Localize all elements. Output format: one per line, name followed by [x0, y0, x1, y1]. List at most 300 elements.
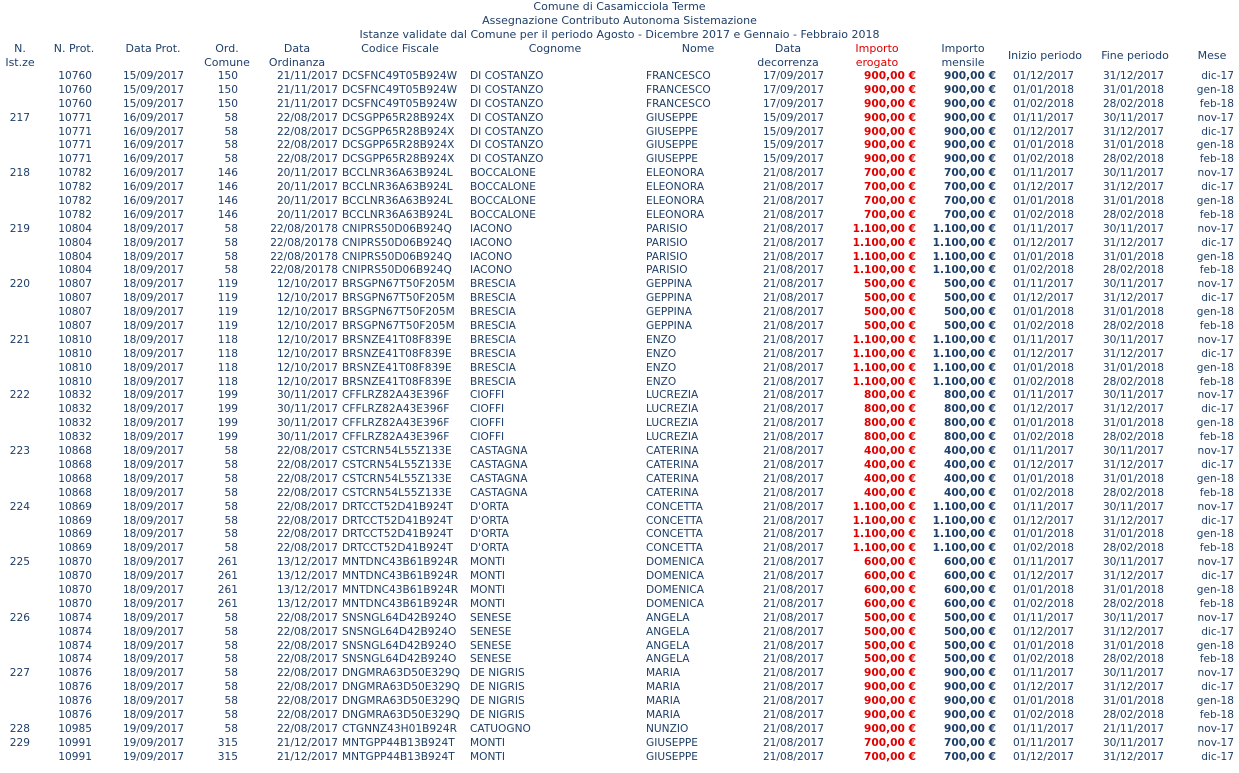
cell-dataord: 22/08/2017 — [276, 625, 338, 638]
cell-dataord: 30/11/2017 — [276, 389, 338, 402]
cell-decorrenza: 21/08/2017 — [762, 486, 824, 499]
cell-dataord: 22/08/2017 — [276, 139, 338, 152]
cell-ord: 58 — [224, 639, 238, 652]
cell-inizio: 01/11/2017 — [1012, 736, 1074, 749]
cell-dataprot: 18/09/2017 — [122, 472, 184, 485]
cell-mese: gen-18 — [1196, 306, 1234, 319]
cell-codice-fiscale: BCCLNR36A63B924L — [342, 208, 453, 221]
cell-dataord: 13/12/2017 — [276, 583, 338, 596]
cell-dataprot: 18/09/2017 — [122, 653, 184, 666]
cell-mese: nov-17 — [1197, 333, 1234, 346]
cell-codice-fiscale: SNSNGL64D42B924O — [342, 639, 457, 652]
cell-inizio: 01/11/2017 — [1012, 278, 1074, 291]
cell-ord: 119 — [217, 292, 238, 305]
table-row — [0, 320, 1239, 334]
cell-importo-erogato: 600,00 € — [864, 583, 916, 596]
cell-importo-erogato: 1.100,00 € — [852, 333, 916, 346]
cell-importo-erogato: 1.100,00 € — [852, 222, 916, 235]
cell-dataprot: 18/09/2017 — [122, 320, 184, 333]
cell-nome: DOMENICA — [646, 583, 705, 596]
cell-inizio: 01/02/2018 — [1012, 542, 1074, 555]
cell-decorrenza: 17/09/2017 — [762, 70, 824, 82]
cell-ord: 58 — [224, 486, 238, 499]
cell-inizio: 01/01/2018 — [1012, 195, 1074, 208]
cell-fine: 28/02/2018 — [1102, 653, 1164, 666]
cell-nome: ENZO — [646, 347, 677, 360]
cell-codice-fiscale: BRSGPN67T50F205M — [342, 320, 455, 333]
cell-codice-fiscale: DCSGPP65R28B924X — [342, 125, 455, 138]
cell-ord: 58 — [224, 708, 238, 721]
cell-nprot: 10832 — [58, 431, 92, 444]
cell-nome: LUCREZIA — [646, 403, 699, 416]
cell-inizio: 01/02/2018 — [1012, 486, 1074, 499]
cell-importo-erogato: 900,00 € — [864, 83, 916, 96]
cell-importo-mensile: 500,00 € — [944, 611, 996, 624]
cell-dataprot: 18/09/2017 — [122, 486, 184, 499]
cell-cognome: BRESCIA — [470, 292, 516, 305]
cell-importo-erogato: 400,00 € — [864, 458, 916, 471]
table-row — [0, 431, 1239, 445]
cell-nprot: 10868 — [58, 445, 92, 458]
cell-dataord: 12/10/2017 — [276, 375, 338, 388]
col-header-decorrenza: Data decorrenza — [757, 42, 819, 69]
cell-importo-erogato: 600,00 € — [864, 556, 916, 569]
cell-nprot: 10870 — [58, 597, 92, 610]
cell-importo-mensile: 900,00 € — [944, 708, 996, 721]
cell-nome: CONCETTA — [646, 528, 703, 541]
cell-nome: ENZO — [646, 333, 677, 346]
cell-decorrenza: 21/08/2017 — [762, 195, 824, 208]
cell-nprot: 10991 — [58, 736, 92, 749]
cell-cognome: DE NIGRIS — [470, 681, 525, 694]
cell-codice-fiscale: SNSNGL64D42B924O — [342, 653, 457, 666]
cell-importo-mensile: 700,00 € — [944, 181, 996, 194]
cell-importo-mensile: 700,00 € — [944, 167, 996, 180]
cell-decorrenza: 21/08/2017 — [762, 417, 824, 430]
table-row — [0, 542, 1239, 556]
cell-nome: CATERINA — [646, 458, 699, 471]
table-row — [0, 570, 1239, 584]
cell-dataord: 20/11/2017 — [276, 181, 338, 194]
document-subtitle: Assegnazione Contributo Autonoma Sistemazione — [482, 14, 757, 27]
cell-nprot: 10804 — [58, 236, 92, 249]
cell-dataord: 30/11/2017 — [276, 403, 338, 416]
cell-dataord: 22/08/2017 — [276, 708, 338, 721]
cell-importo-mensile: 700,00 € — [944, 750, 996, 763]
cell-decorrenza: 21/08/2017 — [762, 708, 824, 721]
cell-nprot: 10874 — [58, 625, 92, 638]
cell-ord: 58 — [224, 653, 238, 666]
cell-inizio: 01/12/2017 — [1012, 70, 1074, 82]
cell-decorrenza: 21/08/2017 — [762, 472, 824, 485]
cell-inizio: 01/11/2017 — [1012, 167, 1074, 180]
cell-importo-erogato: 900,00 € — [864, 111, 916, 124]
cell-decorrenza: 21/08/2017 — [762, 570, 824, 583]
cell-ord: 58 — [224, 528, 238, 541]
cell-nprot: 10869 — [58, 500, 92, 513]
cell-nprot: 10804 — [58, 222, 92, 235]
cell-dataprot: 18/09/2017 — [122, 639, 184, 652]
cell-dataord: 30/11/2017 — [276, 417, 338, 430]
table-row — [0, 264, 1239, 278]
cell-importo-erogato: 900,00 € — [864, 667, 916, 680]
cell-dataord: 22/08/20178 — [270, 250, 338, 263]
cell-dataord: 13/12/2017 — [276, 556, 338, 569]
cell-nprot: 10771 — [58, 139, 92, 152]
cell-codice-fiscale: MNTGPP44B13B924T — [342, 736, 455, 749]
cell-decorrenza: 21/08/2017 — [762, 639, 824, 652]
cell-importo-mensile: 1.100,00 € — [932, 500, 996, 513]
cell-fine: 31/01/2018 — [1102, 528, 1164, 541]
cell-ord: 58 — [224, 514, 238, 527]
cell-inizio: 01/12/2017 — [1012, 514, 1074, 527]
cell-mese: nov-17 — [1197, 167, 1234, 180]
cell-dataord: 12/10/2017 — [276, 361, 338, 374]
cell-inizio: 01/12/2017 — [1012, 125, 1074, 138]
cell-mese: nov-17 — [1197, 667, 1234, 680]
cell-decorrenza: 21/08/2017 — [762, 222, 824, 235]
cell-nome: ANGELA — [646, 653, 690, 666]
cell-ord: 58 — [224, 500, 238, 513]
table-row — [0, 612, 1239, 626]
cell-decorrenza: 21/08/2017 — [762, 597, 824, 610]
cell-cognome: CIOFFI — [470, 389, 505, 402]
cell-importo-erogato: 400,00 € — [864, 445, 916, 458]
cell-cognome: IACONO — [470, 264, 513, 277]
cell-cognome: BOCCALONE — [470, 181, 536, 194]
cell-decorrenza: 21/08/2017 — [762, 445, 824, 458]
cell-dataord: 22/08/2017 — [276, 111, 338, 124]
cell-importo-mensile: 900,00 € — [944, 125, 996, 138]
cell-importo-erogato: 600,00 € — [864, 597, 916, 610]
cell-dataord: 21/11/2017 — [276, 70, 338, 82]
col-header-nome: Nome — [681, 42, 715, 55]
cell-importo-mensile: 900,00 € — [944, 139, 996, 152]
cell-nome: LUCREZIA — [646, 389, 699, 402]
cell-importo-mensile: 1.100,00 € — [932, 333, 996, 346]
cell-ord: 58 — [224, 472, 238, 485]
cell-mese: nov-17 — [1197, 278, 1234, 291]
cell-codice-fiscale: CSTCRN54L55Z133E — [342, 458, 452, 471]
cell-inizio: 01/11/2017 — [1012, 111, 1074, 124]
cell-cognome: DE NIGRIS — [470, 708, 525, 721]
cell-inizio: 01/11/2017 — [1012, 500, 1074, 513]
cell-importo-erogato: 800,00 € — [864, 431, 916, 444]
cell-nome: CATERINA — [646, 445, 699, 458]
cell-nprot: 10810 — [58, 375, 92, 388]
cell-cognome: BRESCIA — [470, 361, 516, 374]
cell-importo-mensile: 900,00 € — [944, 97, 996, 110]
document-title: Comune di Casamicciola Terme — [533, 0, 706, 13]
cell-dataprot: 19/09/2017 — [122, 722, 184, 735]
document-period: Istanze validate dal Comune per il periodo Agosto - Dicembre 2017 e Gennaio - Febbraio 2018 — [359, 28, 880, 41]
cell-codice-fiscale: DRTCCT52D41B924T — [342, 500, 453, 513]
cell-mese: nov-17 — [1197, 722, 1234, 735]
cell-decorrenza: 15/09/2017 — [762, 111, 824, 124]
cell-dataord: 21/12/2017 — [276, 750, 338, 763]
table-row — [0, 292, 1239, 306]
cell-cognome: MONTI — [470, 597, 505, 610]
cell-nome: DOMENICA — [646, 570, 705, 583]
cell-codice-fiscale: DCSFNC49T05B924W — [342, 83, 458, 96]
cell-importo-mensile: 400,00 € — [944, 472, 996, 485]
cell-importo-erogato: 900,00 € — [864, 681, 916, 694]
cell-importo-erogato: 500,00 € — [864, 306, 916, 319]
cell-nprot: 10782 — [58, 208, 92, 221]
cell-importo-mensile: 1.100,00 € — [932, 542, 996, 555]
cell-nome: ANGELA — [646, 611, 690, 624]
table-row — [0, 223, 1239, 237]
cell-importo-mensile: 800,00 € — [944, 389, 996, 402]
cell-codice-fiscale: BRSGPN67T50F205M — [342, 278, 455, 291]
cell-ord: 261 — [217, 570, 238, 583]
cell-fine: 28/02/2018 — [1102, 264, 1164, 277]
cell-dataord: 22/08/2017 — [276, 445, 338, 458]
cell-dataprot: 18/09/2017 — [122, 625, 184, 638]
cell-dataprot: 19/09/2017 — [122, 736, 184, 749]
cell-decorrenza: 21/08/2017 — [762, 347, 824, 360]
table-row — [0, 695, 1239, 709]
cell-fine: 31/12/2017 — [1102, 181, 1164, 194]
cell-nprot: 10985 — [58, 722, 92, 735]
cell-codice-fiscale: DCSGPP65R28B924X — [342, 111, 455, 124]
table-row — [0, 681, 1239, 695]
cell-decorrenza: 21/08/2017 — [762, 431, 824, 444]
cell-cognome: MONTI — [470, 583, 505, 596]
cell-dataprot: 18/09/2017 — [122, 389, 184, 402]
cell-cognome: SENESE — [470, 625, 512, 638]
cell-dataprot: 16/09/2017 — [122, 139, 184, 152]
cell-decorrenza: 21/08/2017 — [762, 403, 824, 416]
cell-nome: ELEONORA — [646, 181, 705, 194]
cell-dataprot: 18/09/2017 — [122, 333, 184, 346]
cell-codice-fiscale: BCCLNR36A63B924L — [342, 195, 453, 208]
cell-cognome: DI COSTANZO — [470, 153, 544, 166]
col-header-dataprot: Data Prot. — [125, 42, 181, 55]
cell-mese: nov-17 — [1197, 500, 1234, 513]
cell-nome: FRANCESCO — [646, 70, 711, 82]
cell-inizio: 01/11/2017 — [1012, 611, 1074, 624]
cell-fine: 31/01/2018 — [1102, 195, 1164, 208]
table-row — [0, 403, 1239, 417]
cell-mese: dic-17 — [1201, 625, 1234, 638]
cell-importo-mensile: 900,00 € — [944, 153, 996, 166]
cell-importo-erogato: 900,00 € — [864, 708, 916, 721]
cell-codice-fiscale: CNIPRS50D06B924Q — [342, 222, 452, 235]
cell-nome: GIUSEPPE — [646, 125, 698, 138]
cell-importo-mensile: 900,00 € — [944, 111, 996, 124]
cell-inizio: 01/02/2018 — [1012, 375, 1074, 388]
cell-inizio: 01/02/2018 — [1012, 208, 1074, 221]
cell-nprot: 10874 — [58, 653, 92, 666]
cell-mese: feb-18 — [1199, 208, 1234, 221]
cell-nome: GEPPINA — [646, 292, 692, 305]
cell-dataord: 22/08/2017 — [276, 153, 338, 166]
cell-mese: gen-18 — [1196, 695, 1234, 708]
cell-dataord: 21/11/2017 — [276, 97, 338, 110]
cell-nistze: 222 — [9, 389, 30, 402]
col-header-importo-mensile: Importo mensile — [941, 42, 985, 69]
cell-mese: gen-18 — [1196, 417, 1234, 430]
cell-nome: GEPPINA — [646, 278, 692, 291]
cell-decorrenza: 21/08/2017 — [762, 306, 824, 319]
cell-nprot: 10832 — [58, 389, 92, 402]
table-row — [0, 195, 1239, 209]
cell-importo-erogato: 900,00 € — [864, 125, 916, 138]
cell-importo-erogato: 1.100,00 € — [852, 250, 916, 263]
cell-importo-mensile: 500,00 € — [944, 278, 996, 291]
cell-mese: dic-17 — [1201, 403, 1234, 416]
cell-fine: 30/11/2017 — [1102, 500, 1164, 513]
cell-dataord: 22/08/2017 — [276, 458, 338, 471]
cell-inizio: 01/12/2017 — [1012, 625, 1074, 638]
cell-ord: 58 — [224, 222, 238, 235]
cell-fine: 21/11/2017 — [1102, 722, 1164, 735]
cell-decorrenza: 21/08/2017 — [762, 736, 824, 749]
cell-inizio: 01/01/2018 — [1012, 361, 1074, 374]
cell-importo-erogato: 500,00 € — [864, 639, 916, 652]
cell-codice-fiscale: CNIPRS50D06B924Q — [342, 264, 452, 277]
cell-ord: 150 — [217, 70, 238, 82]
cell-nome: GEPPINA — [646, 320, 692, 333]
cell-cognome: BRESCIA — [470, 347, 516, 360]
cell-decorrenza: 21/08/2017 — [762, 556, 824, 569]
cell-cognome: DI COSTANZO — [470, 70, 544, 82]
cell-codice-fiscale: CNIPRS50D06B924Q — [342, 250, 452, 263]
cell-importo-erogato: 800,00 € — [864, 417, 916, 430]
cell-ord: 146 — [217, 167, 238, 180]
cell-mese: nov-17 — [1197, 736, 1234, 749]
cell-importo-erogato: 900,00 € — [864, 722, 916, 735]
cell-dataprot: 18/09/2017 — [122, 236, 184, 249]
col-header-ord: Ord. Comune — [204, 42, 250, 69]
cell-nprot: 10868 — [58, 458, 92, 471]
cell-decorrenza: 21/08/2017 — [762, 236, 824, 249]
cell-importo-mensile: 500,00 € — [944, 653, 996, 666]
cell-nistze: 223 — [9, 445, 30, 458]
cell-ord: 58 — [224, 625, 238, 638]
cell-mese: nov-17 — [1197, 389, 1234, 402]
cell-fine: 31/01/2018 — [1102, 583, 1164, 596]
cell-nome: FRANCESCO — [646, 97, 711, 110]
cell-cognome: DI COSTANZO — [470, 97, 544, 110]
cell-ord: 58 — [224, 139, 238, 152]
cell-nprot: 10870 — [58, 583, 92, 596]
cell-importo-mensile: 500,00 € — [944, 320, 996, 333]
cell-inizio: 01/01/2018 — [1012, 306, 1074, 319]
cell-mese: dic-17 — [1201, 750, 1234, 763]
cell-fine: 30/11/2017 — [1102, 611, 1164, 624]
cell-nprot: 10869 — [58, 528, 92, 541]
cell-dataprot: 18/09/2017 — [122, 611, 184, 624]
cell-decorrenza: 21/08/2017 — [762, 528, 824, 541]
cell-dataord: 22/08/2017 — [276, 695, 338, 708]
cell-fine: 31/12/2017 — [1102, 570, 1164, 583]
cell-nprot: 10870 — [58, 570, 92, 583]
cell-nprot: 10782 — [58, 167, 92, 180]
cell-mese: gen-18 — [1196, 250, 1234, 263]
cell-mese: dic-17 — [1201, 681, 1234, 694]
cell-dataord: 12/10/2017 — [276, 333, 338, 346]
table-row — [0, 362, 1239, 376]
cell-dataord: 20/11/2017 — [276, 208, 338, 221]
cell-mese: dic-17 — [1201, 236, 1234, 249]
cell-fine: 30/11/2017 — [1102, 445, 1164, 458]
cell-ord: 146 — [217, 195, 238, 208]
cell-importo-mensile: 900,00 € — [944, 70, 996, 82]
cell-fine: 30/11/2017 — [1102, 278, 1164, 291]
cell-mese: feb-18 — [1199, 153, 1234, 166]
cell-fine: 30/11/2017 — [1102, 667, 1164, 680]
cell-dataord: 22/08/2017 — [276, 500, 338, 513]
cell-dataprot: 15/09/2017 — [122, 70, 184, 82]
cell-importo-erogato: 900,00 € — [864, 139, 916, 152]
col-header-mese: Mese — [1197, 49, 1227, 62]
cell-importo-erogato: 1.100,00 € — [852, 514, 916, 527]
cell-ord: 261 — [217, 556, 238, 569]
cell-nprot: 10869 — [58, 542, 92, 555]
cell-inizio: 01/01/2018 — [1012, 583, 1074, 596]
cell-importo-mensile: 500,00 € — [944, 292, 996, 305]
cell-importo-erogato: 1.100,00 € — [852, 375, 916, 388]
cell-cognome: DI COSTANZO — [470, 83, 544, 96]
cell-dataprot: 18/09/2017 — [122, 556, 184, 569]
cell-importo-mensile: 1.100,00 € — [932, 250, 996, 263]
cell-ord: 118 — [217, 347, 238, 360]
cell-nistze: 229 — [9, 736, 30, 749]
table-row — [0, 84, 1239, 98]
cell-cognome: BOCCALONE — [470, 167, 536, 180]
cell-cognome: CIOFFI — [470, 403, 505, 416]
cell-cognome: MONTI — [470, 736, 505, 749]
cell-dataprot: 15/09/2017 — [122, 83, 184, 96]
cell-mese: gen-18 — [1196, 195, 1234, 208]
cell-decorrenza: 21/08/2017 — [762, 611, 824, 624]
cell-decorrenza: 21/08/2017 — [762, 667, 824, 680]
cell-inizio: 01/02/2018 — [1012, 431, 1074, 444]
cell-codice-fiscale: CFFLRZ82A43E396F — [342, 431, 450, 444]
cell-decorrenza: 21/08/2017 — [762, 181, 824, 194]
cell-importo-mensile: 900,00 € — [944, 722, 996, 735]
cell-mese: gen-18 — [1196, 361, 1234, 374]
cell-cognome: BRESCIA — [470, 306, 516, 319]
table-row — [0, 389, 1239, 403]
cell-dataprot: 18/09/2017 — [122, 597, 184, 610]
cell-dataord: 22/08/2017 — [276, 486, 338, 499]
cell-mese: feb-18 — [1199, 264, 1234, 277]
cell-mese: nov-17 — [1197, 445, 1234, 458]
cell-importo-erogato: 1.100,00 € — [852, 361, 916, 374]
cell-dataprot: 16/09/2017 — [122, 195, 184, 208]
cell-nprot: 10807 — [58, 306, 92, 319]
cell-ord: 58 — [224, 458, 238, 471]
cell-dataord: 12/10/2017 — [276, 347, 338, 360]
cell-inizio: 01/12/2017 — [1012, 347, 1074, 360]
cell-importo-erogato: 1.100,00 € — [852, 528, 916, 541]
cell-nprot: 10868 — [58, 472, 92, 485]
table-row — [0, 528, 1239, 542]
cell-ord: 58 — [224, 681, 238, 694]
cell-codice-fiscale: CFFLRZ82A43E396F — [342, 389, 450, 402]
cell-codice-fiscale: BRSGPN67T50F205M — [342, 306, 455, 319]
cell-decorrenza: 21/08/2017 — [762, 681, 824, 694]
cell-ord: 150 — [217, 83, 238, 96]
table-row — [0, 112, 1239, 126]
cell-cognome: CATUOGNO — [470, 722, 531, 735]
cell-codice-fiscale: MNTDNC43B61B924R — [342, 597, 459, 610]
cell-dataprot: 18/09/2017 — [122, 264, 184, 277]
cell-codice-fiscale: MNTDNC43B61B924R — [342, 556, 459, 569]
